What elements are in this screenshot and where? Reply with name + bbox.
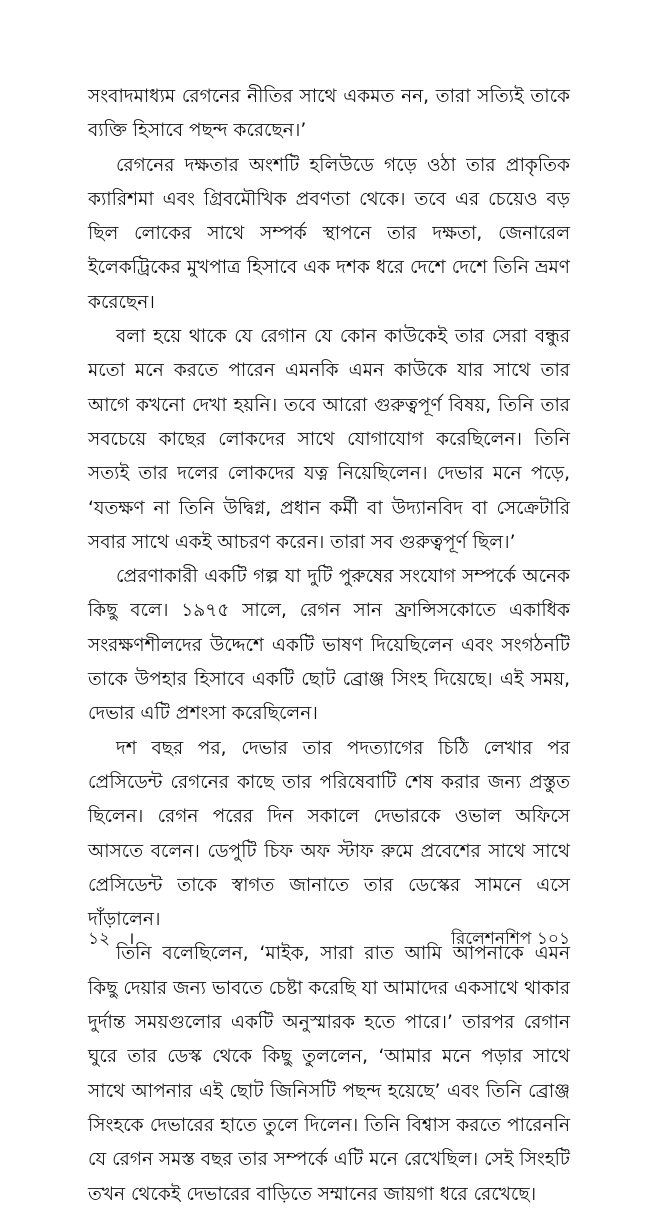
paragraph: প্রেরণাকারী একটি গল্প যা দুটি পুরুষের সংযোগ সম্পর্কে অনেক কিছু বলে। ১৯৭৫ সালে, রেগন সান ফ্রান্সিসকোতে একাধিক সংরক্ষণশীলদের উদ্দেশে একটি ভাষণ দিয়েছিলেন এবং সংগঠনটি তাকে উপহার হিসাবে একটি ছোট ব্রোঞ্জ সিংহ দিয়েছে। এই সময়, দেভার এটি প্রশংসা করেছিলেন। [88, 566, 570, 725]
body-text [88, 80, 570, 1212]
paragraph: দশ বছর পর, দেভার তার পদত্যাগের চিঠি লেখার পর প্রেসিডেন্ট রেগনের কাছে তার পরিষেবাটি শেষ করার জন্য প্রস্তুত ছিলেন। রেগন পরের দিন সকালে দেভারকে ওভাল অফিসে আসতে বলেন। ডেপুটি চিফ অফ স্টাফ রুমে প্রবেশের সাথে সাথে প্রেসিডেন্ট তাকে স্বাগত জানাতে তার ডেস্কের সামনে এসে দাঁড়ালেন। [88, 737, 570, 931]
paragraph: বলা হয়ে থাকে যে রেগান যে কোন কাউকেই তার সেরা বন্ধুর মতো মনে করতে পারেন এমনকি এমন কাউকে যার সাথে তার আগে কখনো দেখা হয়নি। তবে আরো গুরুত্বপূর্ণ বিষয়, তিনি তার সবচেয়ে কাছের লোকদের সাথে যোগাযোগ করেছিলেন। তিনি সত্যই তার দলের লোকদের যত্ন নিয়েছিলেন। দেভার মনে পড়ে, ‘যতক্ষণ না তিনি উদ্বিগ্ন, প্রধান কর্মী বা উদ্যানবিদ বা সেক্রেটারি সবার সাথে একই আচরণ করেন। তারা সব গুরুত্বপূর্ণ ছিল।’ [88, 326, 570, 553]
footer-separator: । [128, 929, 135, 949]
paragraph-continuation: সংবাদমাধ্যম রেগনের নীতির সাথে একমত নন, তারা সত্যিই তাকে ব্যক্তি হিসাবে পছন্দ করেছেন।’ [88, 86, 570, 142]
paragraph: তিনি বলেছিলেন, ‘মাইক, সারা রাত আমি আপনাকে এমন কিছু দেয়ার জন্য ভাবতে চেষ্টা করেছি যা আমাদের একসাথে থাকার দুর্দান্ত সময়গুলোর একটি অনুস্মারক হতে পারে।’ তারপর রেগান ঘুরে তার ডেস্ক থেকে কিছু তুললেন, ‘আমার মনে পড়ার সাথে সাথে আপনার এই ছোট জিনিসটি পছন্দ হয়েছে’ এবং তিনি ব্রোঞ্জ সিংহকে দেভারের হাতে তুলে দিলেন। তিনি বিশ্বাস করতে পারেননি যে রেগন সমস্ত বছর তার সম্পর্কে এটি মনে রেখেছিল। সেই সিংহটি তখন থেকেই দেভারের বাড়িতে সম্মানের জায়গা ধরে রেখেছে। [88, 943, 570, 1205]
paragraph: রেগনের দক্ষতার অংশটি হলিউডে গড়ে ওঠা তার প্রাকৃতিক ক্যারিশমা এবং গ্রিবমৌখিক প্রবণতা থেকে। তবে এর চেয়েও বড় ছিল লোকের সাথে সম্পর্ক স্থাপনে তার দক্ষতা, জেনারেল ইলেকট্রিকের মুখপাত্র হিসাবে এক দশক ধরে দেশে দেশে তিনি ভ্রমণ করেছেন। [88, 154, 570, 313]
page-footer [88, 924, 570, 954]
page-number: ১২ [88, 929, 111, 949]
running-head: রিলেশনশিপ ১০১ [451, 929, 570, 949]
